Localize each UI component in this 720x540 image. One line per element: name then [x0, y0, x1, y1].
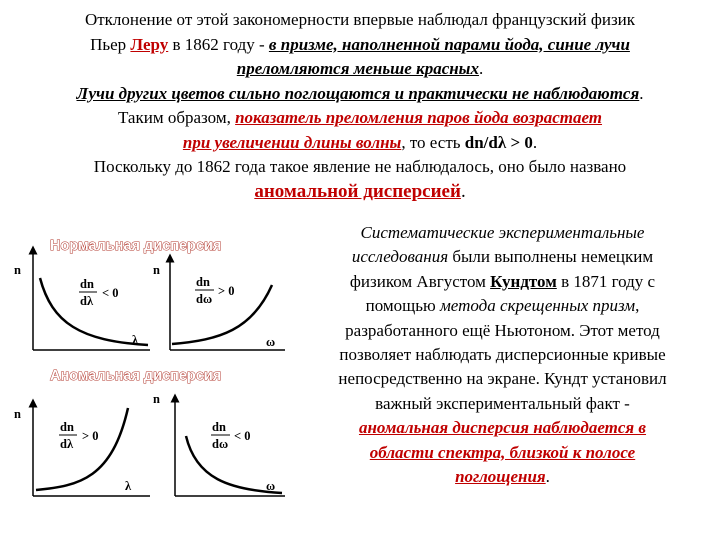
- text: .: [478, 59, 484, 78]
- right-line-8: важный экспериментальный факт -: [375, 393, 630, 413]
- intro-line-8: [0, 180, 720, 205]
- axis-lambda: λ: [125, 479, 132, 493]
- intro-line-4: [0, 82, 720, 107]
- axis-n: n: [14, 263, 21, 277]
- emphasis: метода скрещенных призм: [439, 296, 636, 316]
- text: помощью: [365, 296, 440, 316]
- axis-n: n: [153, 263, 160, 277]
- name-leroux: Леру: [130, 34, 169, 54]
- graph-normal-omega: [153, 258, 285, 350]
- emphasis: Лучи других цветов сильно поглощаются и практически не наблюдаются: [76, 83, 640, 103]
- text: в 1862 году -: [168, 34, 269, 54]
- emphasis: преломляются меньше красных: [236, 59, 479, 78]
- text: .: [639, 83, 644, 103]
- dn: dn: [80, 277, 94, 291]
- intro-line-5: [0, 106, 720, 131]
- dispersion-graphs: [0, 228, 300, 528]
- text: .: [532, 132, 538, 152]
- intro-line-6: [0, 131, 720, 156]
- graph-normal-lambda: [14, 250, 150, 350]
- right-line-2: [300, 245, 705, 269]
- kundt-text: [300, 221, 705, 489]
- text: , то есть: [401, 132, 465, 152]
- normal-dispersion-title: Нормальная дисперсия: [50, 238, 222, 254]
- formula: dn/dλ > 0: [464, 132, 533, 152]
- less-zero: < 0: [234, 429, 251, 443]
- intro-line-3: [0, 57, 720, 82]
- greater-zero: > 0: [218, 284, 235, 298]
- right-line-1: Систематические экспериментальные: [360, 223, 645, 242]
- right-line-7: непосредственно на экране. Кундт установил: [338, 369, 667, 389]
- emphasis-red: поглощения: [455, 467, 546, 487]
- dlambda: dλ: [80, 294, 94, 308]
- emphasis: в призме, наполненной парами йода, синие лучи: [268, 34, 630, 54]
- emphasis-red: показатель преломления паров йода возрастает: [235, 108, 603, 127]
- axis-lambda: λ: [132, 333, 139, 347]
- text: физиком Августом: [349, 271, 491, 291]
- right-line-3: [300, 270, 705, 294]
- graph-anomalous-omega: [153, 392, 285, 496]
- axis-n: n: [14, 407, 21, 421]
- emphasis-red: при увеличении длины волны: [182, 132, 402, 152]
- term-anomalous-dispersion: аномальной дисперсией: [254, 180, 461, 202]
- dn: dn: [60, 420, 74, 434]
- intro-line-1: Отклонение от этой закономерности впервые наблюдал французский физик: [84, 10, 636, 29]
- dlambda: dλ: [60, 437, 74, 451]
- domega: dω: [196, 292, 213, 306]
- text: .: [460, 180, 466, 202]
- text: .: [545, 467, 550, 487]
- dn: dn: [212, 420, 226, 434]
- right-line-6: позволяет наблюдать дисперсионные кривые: [339, 345, 666, 365]
- text: Таким образом,: [117, 108, 236, 127]
- right-line-11: [300, 465, 705, 489]
- axis-n: n: [153, 392, 160, 406]
- right-line-4: [300, 294, 705, 318]
- name-kundt: Кундтом: [490, 271, 557, 291]
- text: Пьер: [90, 34, 131, 54]
- intro-line-7: Поскольку до 1862 года такое явление не наблюдалось, оно было названо: [93, 157, 627, 176]
- right-line-9: аномальная дисперсия наблюдается в: [358, 418, 647, 438]
- anomalous-dispersion-title: Аномальная дисперсия: [50, 368, 222, 384]
- emphasis: исследования: [351, 247, 449, 267]
- axis-omega: ω: [266, 335, 276, 349]
- dn: dn: [196, 275, 210, 289]
- domega: dω: [212, 437, 229, 451]
- text: были выполнены немецким: [448, 247, 654, 267]
- right-line-5: разработанного ещё Ньютоном. Этот метод: [345, 320, 660, 340]
- intro-line-2: [0, 33, 720, 58]
- less-zero: < 0: [102, 286, 119, 300]
- graph-anomalous-lambda: [14, 403, 150, 496]
- axis-omega: ω: [266, 479, 276, 493]
- curve: [36, 408, 128, 490]
- text: ,: [635, 296, 640, 316]
- intro-text: [0, 8, 720, 204]
- right-line-10: области спектра, близкой к полосе: [369, 442, 636, 462]
- greater-zero: > 0: [82, 429, 99, 443]
- text: в 1871 году с: [556, 271, 656, 291]
- dispersion-figure: [0, 228, 300, 528]
